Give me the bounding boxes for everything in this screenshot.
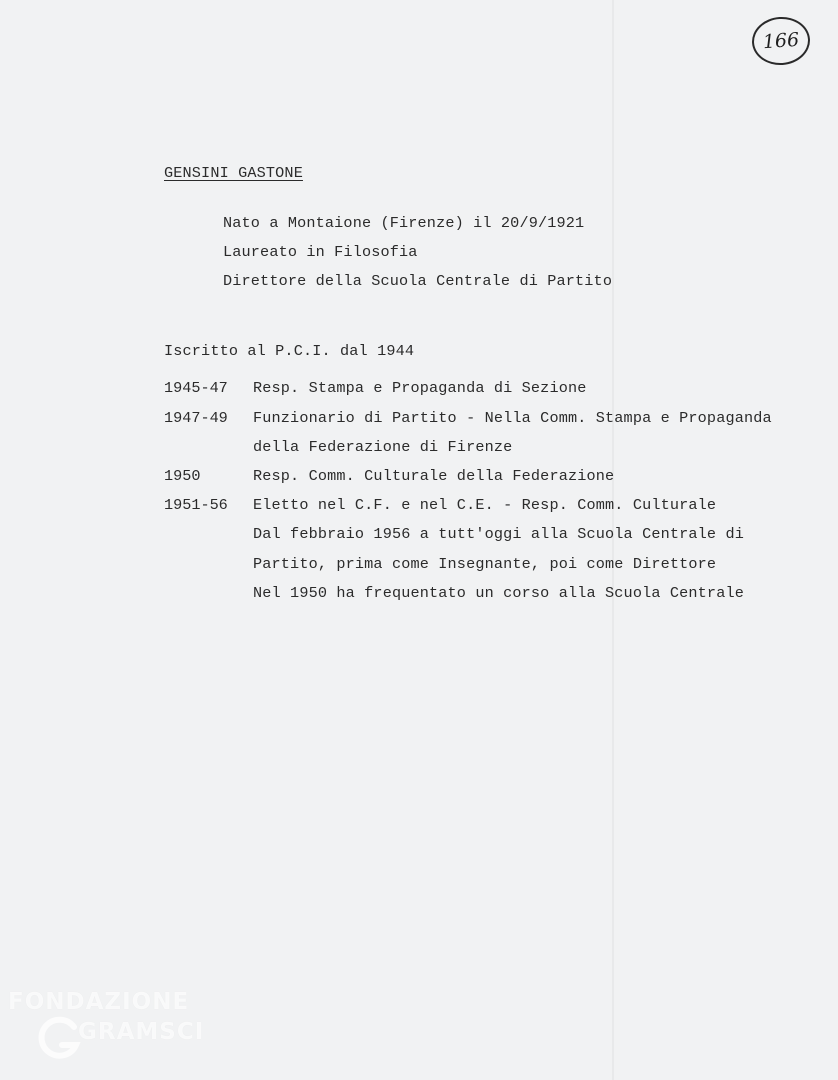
timeline-year: 1945-47 (164, 379, 228, 397)
fondazione-gramsci-watermark (8, 987, 208, 1067)
timeline-line: Eletto nel C.F. e nel C.E. - Resp. Comm. Culturale (253, 496, 717, 514)
party-membership: Iscritto al P.C.I. dal 1944 (164, 342, 415, 360)
timeline-line: della Federazione di Firenze (253, 438, 513, 456)
timeline-year: 1951-56 (164, 496, 228, 514)
timeline-line: Funzionario di Partito - Nella Comm. Stampa e Propaganda (253, 409, 772, 427)
timeline-line: Partito, prima come Insegnante, poi come Direttore (253, 555, 717, 573)
timeline-line: Resp. Comm. Culturale della Federazione (253, 467, 615, 485)
bio-role: Direttore della Scuola Centrale di Partito (223, 272, 613, 290)
timeline-year: 1950 (164, 467, 201, 485)
timeline-line: Dal febbraio 1956 a tutt'oggi alla Scuola Centrale di (253, 525, 744, 543)
timeline-line: Nel 1950 ha frequentato un corso alla Scuola Centrale (253, 584, 744, 602)
name-heading: GENSINI GASTONE (164, 164, 303, 182)
bio-birth: Nato a Montaione (Firenze) il 20/9/1921 (223, 214, 585, 232)
bio-degree: Laureato in Filosofia (223, 243, 418, 261)
timeline-year: 1947-49 (164, 409, 228, 427)
page-number-stamp: 166 (750, 15, 811, 67)
timeline-line: Resp. Stampa e Propaganda di Sezione (253, 379, 587, 397)
watermark-line-2: GRAMSCI (78, 1019, 205, 1045)
gramsci-g-logo-icon (36, 1015, 84, 1063)
watermark-line-1: FONDAZIONE (8, 989, 190, 1015)
